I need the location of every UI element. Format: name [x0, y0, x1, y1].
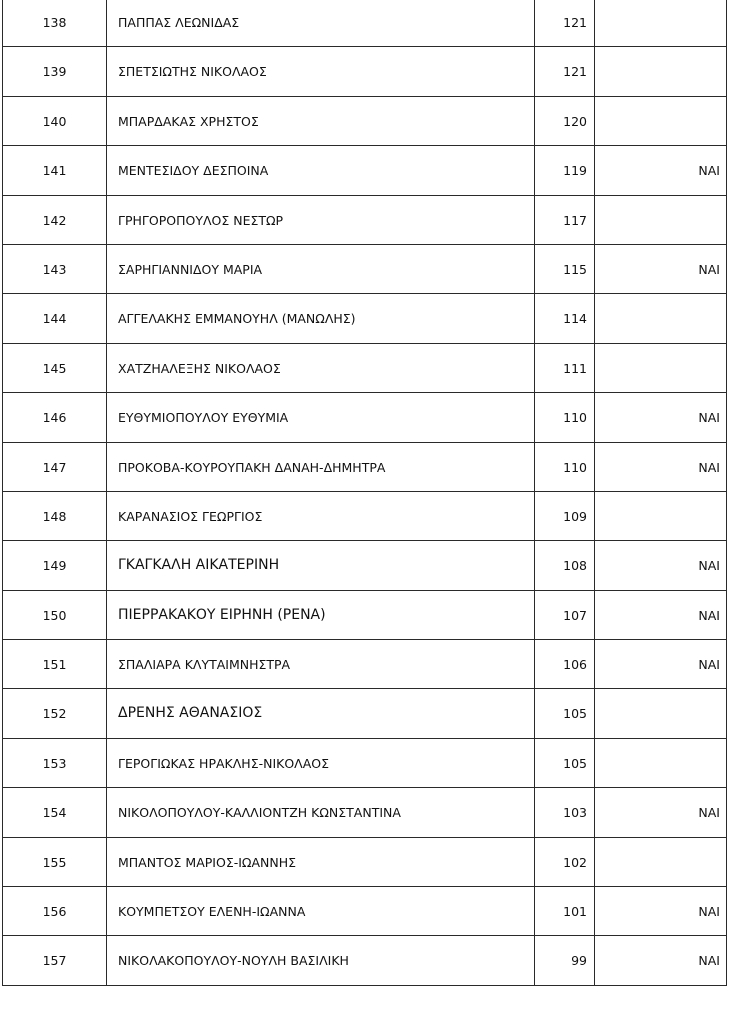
- flag-cell: [595, 393, 727, 442]
- name-cell: [107, 96, 535, 145]
- votes-cell: [535, 343, 595, 392]
- table-row: [3, 442, 727, 491]
- votes-cell-text: 110: [563, 459, 587, 475]
- name-cell-text: ΓΕΡΟΓΙΩΚΑΣ ΗΡΑΚΛΗΣ-ΝΙΚΟΛΑΟΣ: [118, 755, 330, 771]
- votes-cell: [535, 0, 595, 47]
- name-cell: [107, 640, 535, 689]
- name-cell-text: ΣΠΕΤΣΙΩΤΗΣ ΝΙΚΟΛΑΟΣ: [118, 64, 267, 79]
- votes-cell: [535, 689, 595, 738]
- name-cell-text: ΚΑΡΑΝΑΣΙΟΣ ΓΕΩΡΓΙΟΣ: [118, 508, 263, 524]
- votes-cell: [535, 195, 595, 244]
- flag-cell: [595, 491, 727, 540]
- table-row: [3, 887, 727, 936]
- name-cell-text: ΕΥΘΥΜΙΟΠΟΥΛΟΥ ΕΥΘΥΜΙΑ: [118, 410, 289, 425]
- rank-cell-text: 156: [42, 904, 67, 919]
- flag-cell: [595, 442, 727, 491]
- rank-cell: [3, 244, 107, 293]
- name-cell-text: ΠΡΟΚΟΒΑ-ΚΟΥΡΟΥΠΑΚΗ ΔΑΝΑΗ-ΔΗΜΗΤΡΑ: [118, 459, 386, 475]
- votes-cell: [535, 788, 595, 837]
- votes-cell: [535, 640, 595, 689]
- flag-cell: [595, 47, 727, 96]
- flag-cell-text: ΝΑΙ: [698, 904, 720, 919]
- flag-cell-text: ΝΑΙ: [698, 953, 720, 968]
- flag-cell-text: ΝΑΙ: [698, 163, 720, 178]
- table-row: [3, 788, 727, 837]
- flag-cell-text: ΝΑΙ: [698, 410, 720, 425]
- flag-cell-text: [595, 689, 726, 708]
- flag-cell-text: [595, 196, 726, 215]
- rank-cell: [3, 590, 107, 639]
- flag-cell-text: [595, 739, 726, 758]
- name-cell-text: ΜΠΑΡΔΑΚΑΣ ΧΡΗΣΤΟΣ: [118, 113, 259, 129]
- name-cell: [107, 788, 535, 837]
- votes-cell: [535, 738, 595, 787]
- table-row: [3, 541, 727, 590]
- name-cell: [107, 195, 535, 244]
- votes-cell: [535, 244, 595, 293]
- flag-cell-text: [595, 0, 726, 17]
- flag-cell: [595, 788, 727, 837]
- flag-cell-text: [595, 492, 726, 511]
- rank-cell-text: 148: [42, 508, 67, 524]
- flag-cell: [595, 837, 727, 886]
- rank-cell: [3, 640, 107, 689]
- results-table-body: [3, 0, 727, 985]
- votes-cell: [535, 96, 595, 145]
- votes-cell-text: 109: [563, 508, 587, 524]
- votes-cell-text: 105: [563, 706, 587, 721]
- table-row: [3, 738, 727, 787]
- table-row: [3, 47, 727, 96]
- rank-cell-text: 142: [42, 212, 67, 228]
- votes-cell: [535, 541, 595, 590]
- votes-cell-text: 117: [563, 212, 587, 228]
- table-row: [3, 146, 727, 195]
- flag-cell: [595, 96, 727, 145]
- votes-cell-text: 101: [563, 904, 587, 919]
- rank-cell-text: 157: [42, 953, 67, 968]
- flag-cell: [595, 541, 727, 590]
- flag-cell-text: [595, 97, 726, 116]
- rank-cell: [3, 738, 107, 787]
- table-row: [3, 640, 727, 689]
- votes-cell: [535, 47, 595, 96]
- votes-cell-text: 121: [563, 64, 587, 79]
- rank-cell: [3, 442, 107, 491]
- rank-cell-text: 146: [42, 410, 67, 425]
- name-cell: [107, 442, 535, 491]
- flag-cell: [595, 738, 727, 787]
- rank-cell-text: 140: [42, 113, 67, 129]
- rank-cell: [3, 294, 107, 343]
- rank-cell: [3, 887, 107, 936]
- flag-cell: [595, 146, 727, 195]
- votes-cell-text: 114: [563, 311, 587, 326]
- votes-cell: [535, 936, 595, 985]
- rank-cell: [3, 343, 107, 392]
- name-cell-text: ΠΑΠΠΑΣ ΛΕΩΝΙΔΑΣ: [118, 15, 240, 30]
- name-cell: [107, 541, 535, 590]
- name-cell: [107, 738, 535, 787]
- name-cell: [107, 146, 535, 195]
- flag-cell: [595, 0, 727, 47]
- votes-cell-text: 108: [563, 558, 587, 573]
- table-row: [3, 689, 727, 738]
- rank-cell: [3, 837, 107, 886]
- flag-cell: [595, 590, 727, 639]
- name-cell-text: ΜΕΝΤΕΣΙΔΟΥ ΔΕΣΠΟΙΝΑ: [118, 163, 269, 178]
- votes-cell: [535, 887, 595, 936]
- flag-cell: [595, 640, 727, 689]
- name-cell-text: ΣΠΑΛΙΑΡΑ ΚΛΥΤΑΙΜΝΗΣΤΡΑ: [118, 657, 291, 672]
- votes-cell: [535, 837, 595, 886]
- table-row: [3, 936, 727, 985]
- rank-cell: [3, 689, 107, 738]
- name-cell-text: ΑΓΓΕΛΑΚΗΣ ΕΜΜΑΝΟΥΗΛ (ΜΑΝΩΛΗΣ): [118, 311, 356, 326]
- votes-cell: [535, 294, 595, 343]
- flag-cell-text: ΝΑΙ: [698, 558, 720, 573]
- rank-cell-text: 155: [42, 854, 67, 870]
- flag-cell: [595, 887, 727, 936]
- votes-cell-text: 110: [563, 410, 587, 425]
- rank-cell-text: 144: [42, 311, 67, 326]
- rank-cell: [3, 0, 107, 47]
- rank-cell-text: 154: [42, 805, 67, 820]
- name-cell-text: ΓΚΑΓΚΑΛΗ ΑΙΚΑΤΕΡΙΝΗ: [118, 557, 280, 573]
- rank-cell: [3, 96, 107, 145]
- flag-cell-text: [595, 344, 726, 363]
- table-row: [3, 96, 727, 145]
- votes-cell: [535, 442, 595, 491]
- table-row: [3, 491, 727, 540]
- rank-cell: [3, 541, 107, 590]
- votes-cell-text: 105: [563, 755, 587, 771]
- votes-cell: [535, 491, 595, 540]
- votes-cell-text: 119: [563, 163, 587, 178]
- name-cell: [107, 837, 535, 886]
- name-cell: [107, 47, 535, 96]
- rank-cell-text: 143: [42, 261, 67, 277]
- votes-cell-text: 115: [563, 261, 587, 277]
- votes-cell-text: 99: [571, 953, 587, 968]
- name-cell-text: ΧΑΤΖΗΑΛΕΞΗΣ ΝΙΚΟΛΑΟΣ: [118, 360, 281, 376]
- flag-cell: [595, 195, 727, 244]
- votes-cell: [535, 146, 595, 195]
- rank-cell: [3, 146, 107, 195]
- flag-cell-text: ΝΑΙ: [698, 261, 720, 277]
- rank-cell: [3, 47, 107, 96]
- name-cell-text: ΓΡΗΓΟΡΟΠΟΥΛΟΣ ΝΕΣΤΩΡ: [118, 212, 284, 228]
- rank-cell-text: 147: [42, 459, 67, 475]
- name-cell: [107, 343, 535, 392]
- votes-cell-text: 120: [563, 113, 587, 129]
- flag-cell: [595, 689, 727, 738]
- table-row: [3, 195, 727, 244]
- table-row: [3, 0, 727, 47]
- results-table: [2, 0, 727, 986]
- flag-cell: [595, 294, 727, 343]
- rank-cell-text: 150: [42, 607, 67, 623]
- name-cell: [107, 491, 535, 540]
- flag-cell-text: ΝΑΙ: [698, 805, 720, 820]
- rank-cell: [3, 936, 107, 985]
- votes-cell-text: 103: [563, 805, 587, 820]
- name-cell: [107, 294, 535, 343]
- votes-cell-text: 121: [563, 15, 587, 30]
- rank-cell-text: 149: [42, 558, 67, 573]
- flag-cell: [595, 936, 727, 985]
- name-cell: [107, 590, 535, 639]
- table-row: [3, 837, 727, 886]
- table-row: [3, 343, 727, 392]
- name-cell-text: ΝΙΚΟΛΟΠΟΥΛΟΥ-ΚΑΛΛΙΟΝΤΖΗ ΚΩΝΣΤΑΝΤΙΝΑ: [118, 805, 401, 820]
- name-cell: [107, 244, 535, 293]
- votes-cell: [535, 393, 595, 442]
- table-row: [3, 393, 727, 442]
- rank-cell: [3, 195, 107, 244]
- flag-cell: [595, 244, 727, 293]
- flag-cell-text: [595, 838, 726, 857]
- table-row: [3, 244, 727, 293]
- votes-cell-text: 111: [563, 360, 587, 376]
- rank-cell: [3, 788, 107, 837]
- votes-cell: [535, 590, 595, 639]
- table-row: [3, 590, 727, 639]
- flag-cell-text: ΝΑΙ: [698, 657, 720, 672]
- rank-cell-text: 152: [42, 706, 67, 721]
- name-cell-text: ΚΟΥΜΠΕΤΣΟΥ ΕΛΕΝΗ-ΙΩΑΝΝΑ: [118, 904, 306, 919]
- flag-cell-text: [595, 294, 726, 313]
- flag-cell-text: [595, 47, 726, 66]
- rank-cell-text: 139: [42, 64, 67, 79]
- votes-cell-text: 102: [563, 854, 587, 870]
- rank-cell-text: 138: [42, 15, 67, 30]
- name-cell: [107, 393, 535, 442]
- flag-cell-text: ΝΑΙ: [698, 459, 720, 475]
- votes-cell-text: 106: [563, 657, 587, 672]
- rank-cell-text: 151: [42, 657, 67, 672]
- rank-cell-text: 145: [42, 360, 67, 376]
- name-cell-text: ΣΑΡΗΓΙΑΝΝΙΔΟΥ ΜΑΡΙΑ: [118, 261, 263, 277]
- name-cell-text: ΠΙΕΡΡΑΚΑΚΟΥ ΕΙΡΗΝΗ (ΡΕΝΑ): [118, 606, 326, 622]
- name-cell-text: ΔΡΕΝΗΣ ΑΘΑΝΑΣΙΟΣ: [118, 705, 263, 721]
- name-cell: [107, 936, 535, 985]
- rank-cell: [3, 491, 107, 540]
- rank-cell-text: 141: [42, 163, 67, 178]
- rank-cell-text: 153: [42, 755, 67, 771]
- rank-cell: [3, 393, 107, 442]
- name-cell: [107, 0, 535, 47]
- name-cell: [107, 689, 535, 738]
- votes-cell-text: 107: [563, 607, 587, 623]
- name-cell-text: ΝΙΚΟΛΑΚΟΠΟΥΛΟΥ-ΝΟΥΛΗ ΒΑΣΙΛΙΚΗ: [118, 953, 349, 968]
- name-cell: [107, 887, 535, 936]
- flag-cell-text: ΝΑΙ: [698, 607, 720, 623]
- flag-cell: [595, 343, 727, 392]
- table-row: [3, 294, 727, 343]
- name-cell-text: ΜΠΑΝΤΟΣ ΜΑΡΙΟΣ-ΙΩΑΝΝΗΣ: [118, 854, 297, 870]
